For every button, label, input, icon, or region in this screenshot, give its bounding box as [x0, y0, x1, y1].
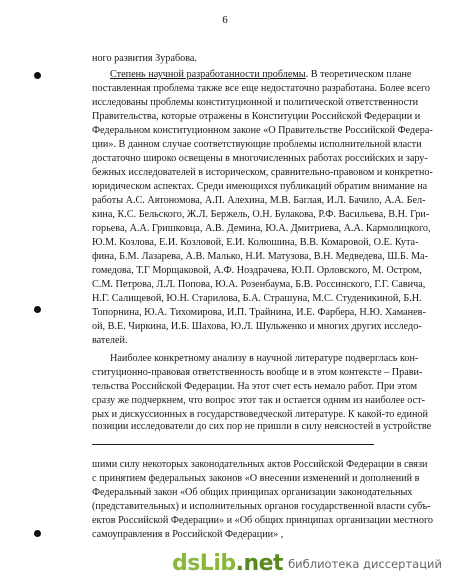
text-line: ституционно-правовая ответственность вообще и в этом контексте – Прави-: [92, 367, 423, 378]
section-heading-underlined: Степень научной разработанности проблемы: [110, 69, 306, 80]
text-line: Наиболее конкретному анализу в научной литературе подверглась кон-: [110, 353, 419, 364]
section-heading-rest: . В теоретическом плане: [305, 69, 412, 80]
binder-hole-bottom: [34, 530, 41, 537]
page-number: 6: [222, 14, 228, 26]
text-line: фина, Б.М. Лазарева, А.В. Малько, Н.И. Матузова, В.Н. Медведева, Ш.Б. Ма-: [92, 251, 428, 262]
text-line: Топорнина, Ю.А. Тихомирова, И.П. Трайнина, И.Е. Фарбера, Н.Ю. Хаманев-: [92, 307, 426, 318]
footnote-line: Федеральный закон «Об общих принципах организации законодательных: [92, 487, 413, 498]
text-line: достаточно широко освещены в многочисленных работах российских и зару-: [92, 153, 428, 164]
footnote-line: с принятием федеральных законов «О внесении изменений и дополнений в: [92, 473, 420, 484]
text-line: гомедова, Т.Г Морщаковой, А.Ф. Ноздрачева, Ю.П. Орловского, М. Остром,: [92, 265, 422, 276]
footnote-line: (представительных) и исполнительных органов государственной власти субъ-: [92, 501, 431, 512]
text-line: [110, 68, 412, 82]
text-line: вателей.: [92, 335, 128, 346]
text-line: Ю.М. Козлова, Е.И. Козловой, Е.И. Колюшина, В.В. Комаровой, О.Е. Кута-: [92, 237, 419, 248]
text-line: позиции исследователи до сих пор не пришли в силу неясностей в устройстве: [92, 421, 432, 432]
text-line: рых и дискуссионных в государствоведческой литературе. К какой-то единой: [92, 409, 428, 420]
watermark-logo: [172, 551, 283, 576]
text-line: исследованы проблемы конституционной и политической ответственности: [92, 97, 419, 108]
footnote-line: ектов Российской Федерации» и «Об общих принципах организации местного: [92, 515, 433, 526]
text-line: юридическом аспектах. Среди имеющихся публикаций обратим внимание на: [92, 181, 428, 192]
text-line: Федеральном конституционном законе «О Правительстве Российской Федера-: [92, 125, 433, 136]
text-line: С.М. Петрова, Л.Л. Попова, Ю.А. Розенбаума, Б.В. Россинского, Г.Г. Савича,: [92, 279, 426, 290]
text-line: работы А.С. Автономова, А.П. Алехина, М.В. Баглая, И.Л. Бачило, А.А. Бел-: [92, 195, 426, 206]
text-line: ного развития Зурабова.: [92, 53, 197, 64]
text-line: Н.Г. Салищевой, Ю.Н. Старилова, Б.А. Страшуна, М.С. Студеникиной, Б.Н.: [92, 293, 422, 304]
watermark-subtitle: библиотека диссертаций: [288, 556, 442, 571]
text-line: тельства Российской Федерации. На этот счет есть немало работ. При этом: [92, 381, 418, 392]
binder-hole-top: [34, 72, 41, 79]
footnote-line: шими силу некоторых законодательных актов Российской Федерации в связи: [92, 459, 428, 470]
text-line: поставленная проблема также все еще недостаточно разработана. Более всего: [92, 83, 430, 94]
text-line: Правительства, которые отражены в Конституции Российской Федерации и: [92, 111, 421, 122]
text-line: ой, В.Е. Чиркина, И.Б. Шахова, Ю.Л. Шульженко и многих других исследо-: [92, 321, 422, 332]
watermark-logo-tld: .net: [235, 551, 284, 576]
footnote-separator: [92, 444, 374, 445]
text-line: сразу же подчеркнем, что вопрос этот так и остается одним из наиболее ост-: [92, 395, 425, 406]
text-line: горьева, А.А. Гришковца, А.В. Демина, Ю.А. Дмитриева, А.А. Кармолицкого,: [92, 223, 431, 234]
text-line: кина, К.С. Бельского, Ж.Л. Бержель, О.Н. Булакова, Р.Ф. Васильева, В.Н. Гри-: [92, 209, 430, 220]
text-line: бежных исследователей в историческом, сравнительно-правовом и конкретно-: [92, 167, 433, 178]
binder-hole-middle: [34, 306, 41, 313]
text-line: ции». В данном случае соответствующие проблемы исполнительной власти: [92, 139, 422, 150]
watermark-logo-main: dsLib: [171, 551, 236, 576]
watermark: [172, 551, 442, 576]
footnote-line: самоуправления в Российской Федерации» ,: [92, 529, 284, 540]
